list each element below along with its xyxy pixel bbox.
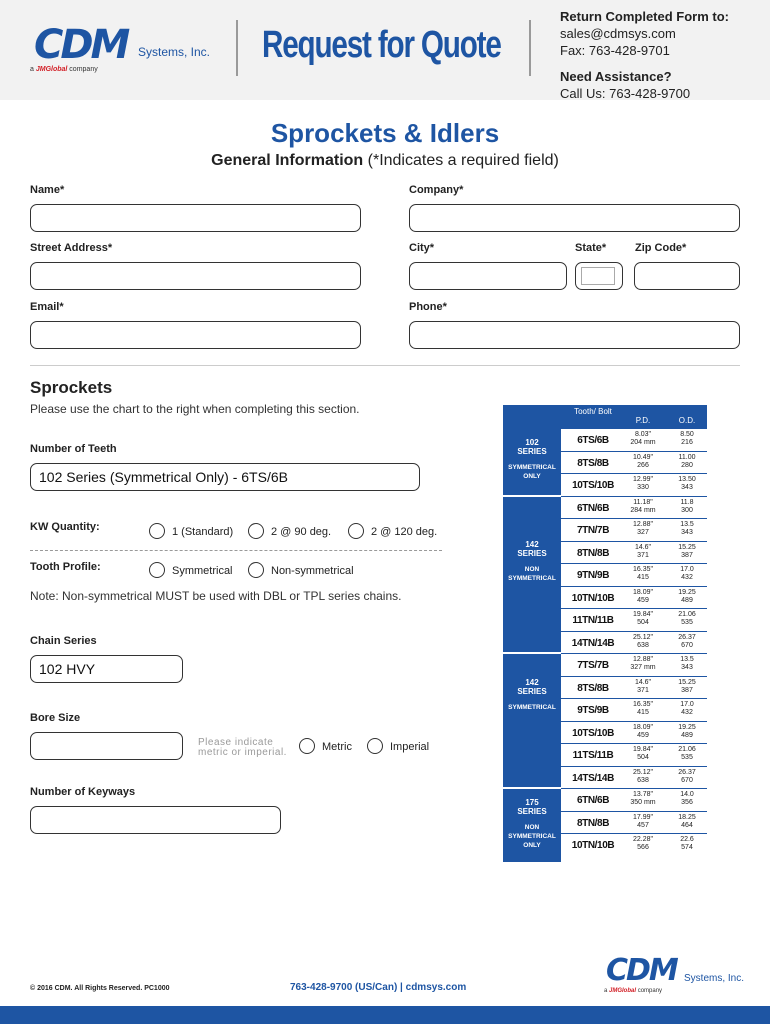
footer-logo bbox=[604, 955, 749, 1000]
street-label: Street Address* bbox=[30, 242, 113, 254]
street-field[interactable] bbox=[30, 262, 361, 290]
chart-series-label: 175 SERIES bbox=[517, 798, 547, 816]
footer-copyright: © 2016 CDM. All Rights Reserved. PC1000 bbox=[30, 985, 170, 992]
chart-od: 13.50 343 bbox=[678, 476, 696, 491]
teeth-select-value: 102 Series (Symmetrical Only) - 6TS/6B bbox=[39, 469, 288, 485]
chart-series-label: 102 SERIES bbox=[517, 438, 547, 456]
chart-row bbox=[561, 833, 707, 856]
keyways-field[interactable] bbox=[30, 806, 281, 834]
chart-od: 15.25 387 bbox=[678, 543, 696, 559]
state-field[interactable] bbox=[575, 262, 623, 290]
chart-pd: 16.35" 415 bbox=[632, 701, 653, 716]
dashed-divider bbox=[30, 550, 442, 551]
header-divider bbox=[236, 20, 238, 76]
keyways-label: Number of Keyways bbox=[30, 786, 136, 798]
profile-radio-non-symmetrical[interactable] bbox=[248, 562, 264, 578]
logo-wordmark: CDM bbox=[606, 953, 677, 988]
chart-tooth-bolt: 8TN/8B bbox=[576, 817, 610, 829]
city-field[interactable] bbox=[409, 262, 567, 290]
bore-label: Bore Size bbox=[30, 712, 81, 724]
kw-radio-2-120deg[interactable] bbox=[348, 523, 364, 539]
chart-od: 22.6 574 bbox=[680, 836, 694, 851]
chart-pd: 12.88" 327 mm bbox=[630, 656, 656, 671]
chart-pd: 25.12" 638 bbox=[632, 633, 653, 649]
chart-row bbox=[561, 698, 707, 721]
email-label: Email* bbox=[30, 301, 64, 313]
general-info-heading: General Information (*Indicates a required field) bbox=[211, 152, 559, 169]
chart-pd: 14.6" 371 bbox=[634, 543, 652, 559]
chart-type-label: SYMMETRICAL bbox=[508, 704, 556, 711]
sprockets-heading: Sprockets bbox=[30, 378, 113, 397]
chart-row bbox=[561, 563, 707, 586]
chart-pd: 22.28" 566 bbox=[632, 836, 653, 851]
page-title: Sprockets & Idlers bbox=[270, 118, 500, 148]
logo-subtitle: Systems, Inc. bbox=[138, 45, 211, 59]
chart-pd: 17.99" 457 bbox=[632, 813, 653, 829]
assist-label: Need Assistance? bbox=[560, 69, 672, 84]
chart-row bbox=[561, 428, 707, 451]
header bbox=[0, 0, 770, 100]
chart-tooth-bolt: 8TN/8B bbox=[576, 547, 610, 559]
chart-tooth-bolt: 10TS/10B bbox=[572, 727, 614, 739]
chain-select-value: 102 HVY bbox=[39, 661, 96, 677]
bore-option-label: Imperial bbox=[390, 741, 430, 753]
bore-field[interactable] bbox=[30, 732, 183, 760]
chart-pd: 12.88" 327 bbox=[632, 521, 653, 536]
chart-od: 17.0 432 bbox=[680, 701, 694, 716]
email-field[interactable] bbox=[30, 321, 361, 349]
company-label: Company* bbox=[409, 184, 464, 196]
company-field[interactable] bbox=[409, 204, 740, 232]
chart-row bbox=[561, 743, 707, 766]
chart-group-divider bbox=[503, 652, 561, 654]
chart-pd: 16.35" 415 bbox=[632, 566, 653, 581]
return-email[interactable]: sales@cdmsys.com bbox=[560, 26, 676, 41]
kw-radio-2-90deg[interactable] bbox=[248, 523, 264, 539]
logo-wordmark: CDM bbox=[34, 22, 128, 68]
kw-option-label: 2 @ 90 deg. bbox=[271, 526, 332, 538]
section-divider bbox=[30, 365, 740, 366]
chart-od: 18.25 464 bbox=[678, 813, 696, 829]
chart-od: 13.5 343 bbox=[680, 521, 694, 536]
sprocket-chart bbox=[503, 405, 707, 862]
chart-od: 17.0 432 bbox=[680, 566, 694, 581]
logo-tagline: a JMGlobal company bbox=[30, 66, 98, 73]
chart-od: 11.8 300 bbox=[680, 498, 694, 514]
chart-tooth-bolt: 14TS/14B bbox=[572, 772, 614, 784]
sprockets-description: Please use the chart to the right when completing this section. bbox=[30, 402, 360, 416]
chart-tooth-bolt: 11TN/11B bbox=[572, 615, 614, 626]
chart-tooth-bolt: 7TN/7B bbox=[576, 525, 610, 536]
footer-bar bbox=[0, 1006, 770, 1024]
chart-od: 11.00 280 bbox=[678, 453, 696, 469]
teeth-select[interactable] bbox=[30, 463, 420, 491]
chart-pd: 14.6" 371 bbox=[634, 678, 652, 694]
chart-tooth-bolt: 11TS/11B bbox=[572, 750, 614, 761]
chart-od: 21.06 535 bbox=[678, 611, 696, 626]
kw-radio-1-standard[interactable] bbox=[149, 523, 165, 539]
chart-row bbox=[561, 451, 707, 474]
chart-row bbox=[561, 653, 707, 676]
chart-pd: 13.78" 350 mm bbox=[630, 791, 656, 806]
footer-contact[interactable]: 763-428-9700 (US/Can) | cdmsys.com bbox=[290, 982, 467, 993]
chart-header bbox=[561, 405, 707, 428]
chart-tooth-bolt: 10TS/10B bbox=[572, 480, 614, 491]
bore-option-label: Metric bbox=[322, 741, 352, 753]
profile-option-label: Non-symmetrical bbox=[271, 565, 354, 577]
city-label: City* bbox=[409, 242, 435, 254]
chart-type-label: NON SYMMETRICAL bbox=[508, 565, 556, 582]
name-label: Name* bbox=[30, 184, 65, 196]
chain-label: Chain Series bbox=[30, 635, 97, 647]
chart-type-label: SYMMETRICAL ONLY bbox=[508, 464, 556, 480]
form-title: Request for Quote bbox=[262, 24, 501, 66]
kw-option-label: 1 (Standard) bbox=[172, 526, 234, 538]
chart-od: 21.06 535 bbox=[678, 746, 696, 761]
chart-tooth-bolt: 8TS/8B bbox=[577, 682, 609, 694]
kw-option-label: 2 @ 120 deg. bbox=[371, 526, 438, 538]
chart-od: 19.25 489 bbox=[678, 588, 696, 604]
chart-row bbox=[561, 766, 707, 789]
zip-label: Zip Code* bbox=[635, 242, 687, 254]
chart-od: 15.25 387 bbox=[678, 678, 696, 694]
profile-label: Tooth Profile: bbox=[30, 561, 101, 573]
chart-type-label: NON SYMMETRICAL ONLY bbox=[508, 824, 556, 849]
return-fax: Fax: 763-428-9701 bbox=[560, 43, 670, 58]
logo-subtitle: Systems, Inc. bbox=[684, 973, 745, 984]
chart-row bbox=[561, 811, 707, 834]
chart-row bbox=[561, 676, 707, 699]
assist-phone: Call Us: 763-428-9700 bbox=[560, 86, 691, 101]
return-label: Return Completed Form to: bbox=[560, 9, 729, 24]
chart-pd: 18.09" 459 bbox=[632, 723, 653, 739]
chart-group-divider bbox=[503, 787, 561, 789]
chart-pd: 10.49" 266 bbox=[632, 453, 653, 469]
chart-row bbox=[561, 788, 707, 811]
header-divider bbox=[529, 20, 531, 76]
chart-row bbox=[561, 586, 707, 609]
chart-row bbox=[561, 721, 707, 744]
profile-option-label: Symmetrical bbox=[172, 565, 233, 577]
chart-row bbox=[561, 541, 707, 564]
chart-tooth-bolt: 9TN/9B bbox=[576, 570, 610, 581]
chart-series-label: 142 SERIES bbox=[517, 539, 547, 558]
chart-tooth-bolt: 6TN/6B bbox=[576, 795, 610, 806]
profile-radio-symmetrical[interactable] bbox=[149, 562, 165, 578]
chart-od: 26.37 670 bbox=[678, 633, 696, 649]
chart-tooth-bolt: 9TS/9B bbox=[577, 705, 609, 716]
chart-pd: 11.18" 284 mm bbox=[630, 498, 656, 514]
phone-label: Phone* bbox=[409, 301, 447, 313]
chart-row bbox=[561, 473, 707, 496]
chart-row bbox=[561, 518, 707, 541]
chart-pd: 18.09" 459 bbox=[632, 588, 653, 604]
header-pd: P.D. bbox=[635, 416, 651, 425]
chart-tooth-bolt: 7TS/7B bbox=[577, 660, 609, 671]
chart-pd: 19.84" 504 bbox=[632, 611, 653, 626]
cdm-logo bbox=[30, 22, 220, 82]
header-tooth-bolt: Tooth/ Bolt bbox=[574, 407, 612, 416]
chart-od: 26.37 670 bbox=[678, 768, 696, 784]
bore-radio-metric[interactable] bbox=[299, 738, 315, 754]
logo-tagline: a JMGlobal company bbox=[604, 988, 663, 994]
profile-note: Note: Non-symmetrical MUST be used with DBL or TPL series chains. bbox=[30, 589, 402, 603]
chart-series-label: 142 SERIES bbox=[517, 678, 547, 696]
contact-block bbox=[560, 8, 729, 102]
chart-pd: 12.99" 330 bbox=[632, 476, 653, 491]
bore-radio-imperial[interactable] bbox=[367, 738, 383, 754]
state-label: State* bbox=[575, 242, 607, 254]
chain-select[interactable] bbox=[30, 655, 183, 683]
chart-tooth-bolt: 10TN/10B bbox=[571, 592, 615, 604]
chart-od: 14.0 356 bbox=[680, 791, 694, 806]
chart-pd: 25.12" 638 bbox=[632, 768, 653, 784]
chart-tooth-bolt: 6TN/6B bbox=[576, 502, 610, 514]
header-od: O.D. bbox=[678, 416, 696, 425]
chart-od: 8.50 216 bbox=[680, 431, 694, 446]
chart-row bbox=[561, 496, 707, 519]
phone-field[interactable] bbox=[409, 321, 740, 349]
kw-label: KW Quantity: bbox=[30, 521, 100, 533]
chart-tooth-bolt: 6TS/6B bbox=[577, 435, 609, 446]
bore-hint: Please indicate metric or imperial. bbox=[198, 737, 287, 758]
name-field[interactable] bbox=[30, 204, 361, 232]
chart-tooth-bolt: 10TN/10B bbox=[571, 840, 615, 851]
chart-row bbox=[561, 631, 707, 654]
teeth-label: Number of Teeth bbox=[30, 443, 117, 455]
chart-group-divider bbox=[503, 495, 561, 497]
chart-od: 13.5 343 bbox=[680, 656, 694, 671]
chart-tooth-bolt: 14TN/14B bbox=[571, 637, 615, 649]
chart-od: 19.25 489 bbox=[678, 723, 696, 739]
chart-row bbox=[561, 608, 707, 631]
chart-pd: 8.03" 204 mm bbox=[630, 431, 656, 446]
chart-tooth-bolt: 8TS/8B bbox=[577, 457, 609, 469]
zip-field[interactable] bbox=[634, 262, 740, 290]
chart-pd: 19.84" 504 bbox=[632, 746, 653, 761]
